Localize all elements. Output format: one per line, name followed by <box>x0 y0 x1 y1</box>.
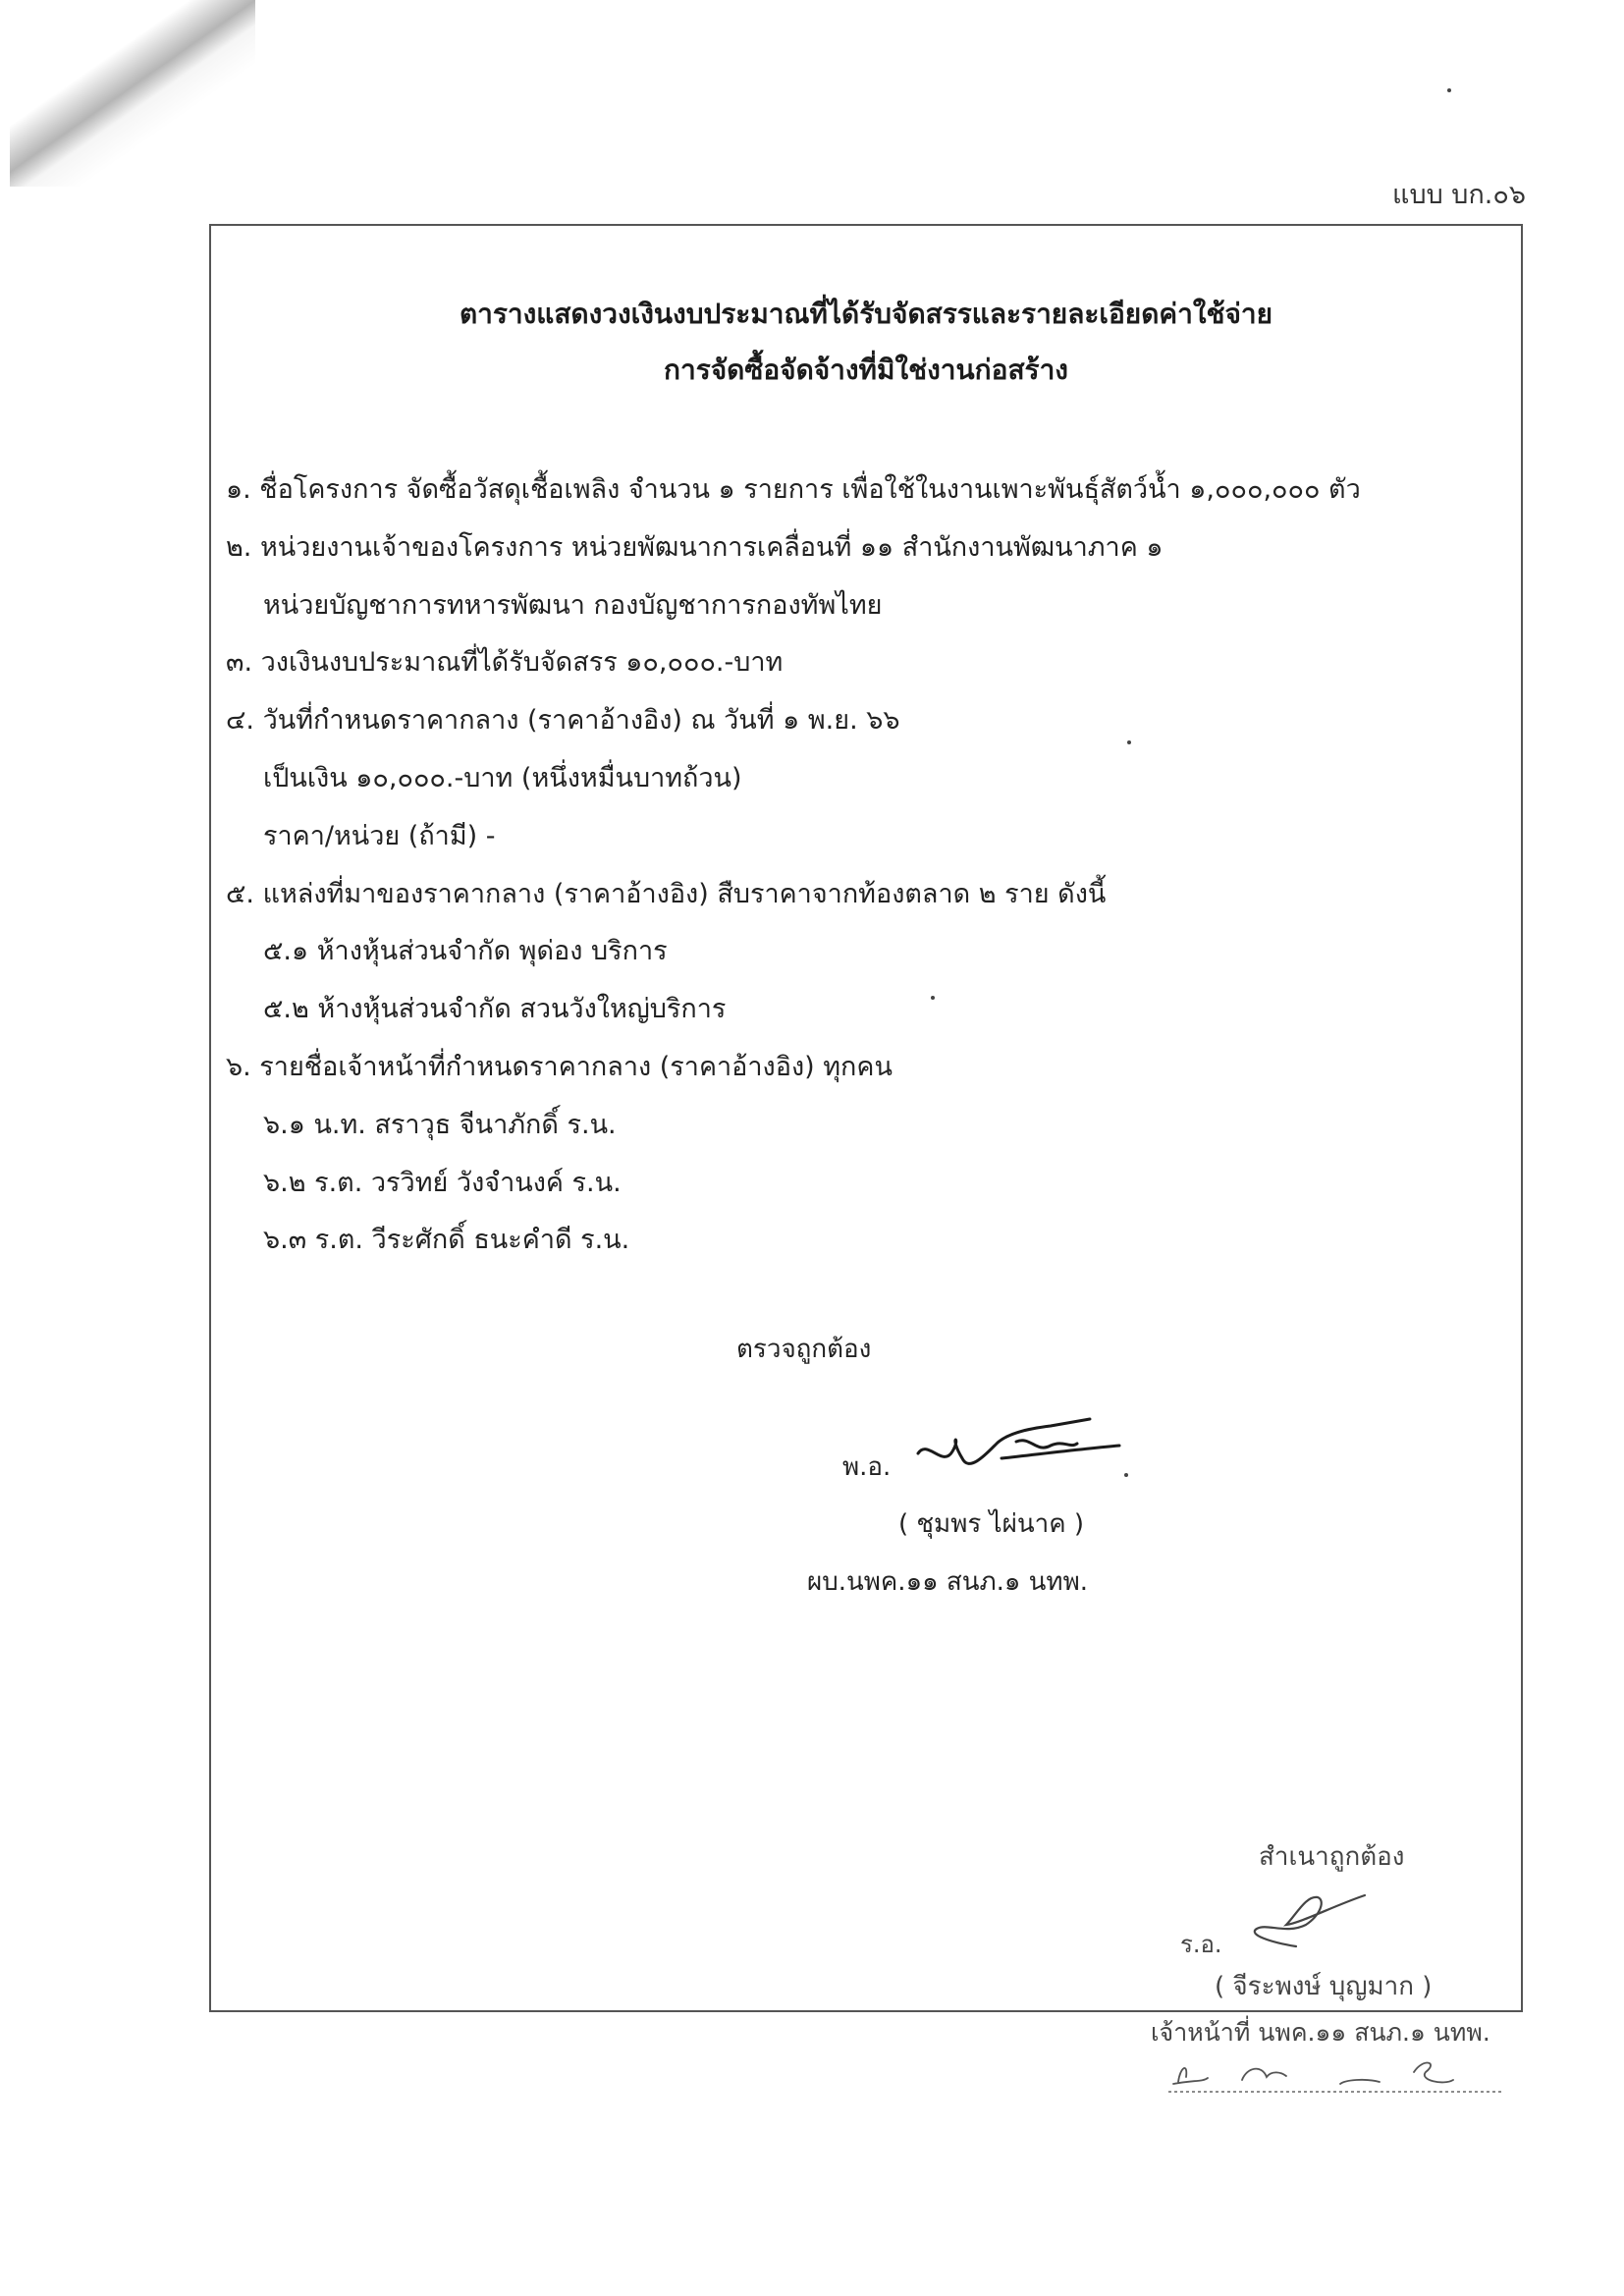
item-1-project-name: ๑. ชื่อโครงการ จัดซื้อวัสดุเชื้อเพลิง จำนวน ๑ รายการ เพื่อใช้ในงานเพาะพันธุ์สัตว์น้ำ ๑,๐๐๐,๐๐๐ ตัว <box>226 474 1361 505</box>
form-code: แบบ บก.๐๖ <box>1392 180 1526 210</box>
item-6-3-officer: ๖.๓ ร.ต. วีระศักดิ์ ธนะคำดี ร.น. <box>263 1225 630 1255</box>
item-6-officers: ๖. รายชื่อเจ้าหน้าที่กำหนดราคากลาง (ราคาอ้างอิง) ทุกคน <box>226 1052 893 1082</box>
document-title-line1: ตารางแสดงวงเงินงบประมาณที่ได้รับจัดสรรและรายละเอียดค่าใช้จ่าย <box>459 298 1273 330</box>
item-2-owner-unit-cont: หน่วยบัญชาการทหารพัฒนา กองบัญชาการกองทัพไทย <box>263 590 883 621</box>
item-4-reference-date: ๔. วันที่กำหนดราคากลาง (ราคาอ้างอิง) ณ วันที่ ๑ พ.ย. ๖๖ <box>226 705 900 736</box>
approver-name: ( ชุมพร ไผ่นาค ) <box>898 1509 1085 1539</box>
certified-copy-label: สำเนาถูกต้อง <box>1259 1842 1405 1872</box>
item-4-unit-price: ราคา/หน่วย (ถ้ามี) - <box>263 821 496 851</box>
scan-speck <box>1447 88 1451 92</box>
item-4-amount: เป็นเงิน ๑๐,๐๐๐.-บาท (หนึ่งหมื่นบาทถ้วน) <box>263 763 742 793</box>
scan-speck <box>1124 1473 1128 1477</box>
scan-artifact <box>10 0 255 187</box>
item-5-2-vendor: ๕.๒ ห้างหุ้นส่วนจำกัด สวนวังใหญ่บริการ <box>263 994 727 1024</box>
item-6-1-officer: ๖.๑ น.ท. สราวุธ จีนาภักดิ์ ร.น. <box>263 1110 617 1140</box>
item-6-2-officer: ๖.๒ ร.ต. วรวิทย์ วังจำนงค์ ร.น. <box>263 1168 622 1198</box>
scan-speck <box>1127 740 1131 744</box>
item-5-1-vendor: ๕.๑ ห้างหุ้นส่วนจำกัด พุด่อง บริการ <box>263 936 668 966</box>
scan-speck <box>931 996 935 1000</box>
verified-label: ตรวจถูกต้อง <box>736 1335 872 1364</box>
certified-copy-rank: ร.อ. <box>1180 1931 1222 1958</box>
certified-copy-name: ( จีระพงษ์ บุญมาก ) <box>1215 1972 1433 2001</box>
item-3-budget: ๓. วงเงินงบประมาณที่ได้รับจัดสรร ๑๐,๐๐๐.-บาท <box>226 647 784 678</box>
approver-position: ผบ.นพค.๑๑ สนภ.๑ นทพ. <box>807 1567 1088 1597</box>
certified-copy-position: เจ้าหน้าที่ นพค.๑๑ สนภ.๑ นทพ. <box>1151 2018 1490 2047</box>
approver-rank: พ.อ. <box>842 1452 892 1482</box>
item-5-price-source: ๕. แหล่งที่มาของราคากลาง (ราคาอ้างอิง) สืบราคาจากท้องตลาด ๒ ราย ดังนี้ <box>226 879 1107 909</box>
item-2-owner-unit: ๒. หน่วยงานเจ้าของโครงการ หน่วยพัฒนาการเคลื่อนที่ ๑๑ สำนักงานพัฒนาภาค ๑ <box>226 532 1164 563</box>
document-title-line2: การจัดซื้อจัดจ้างที่มิใช่งานก่อสร้าง <box>664 354 1068 386</box>
